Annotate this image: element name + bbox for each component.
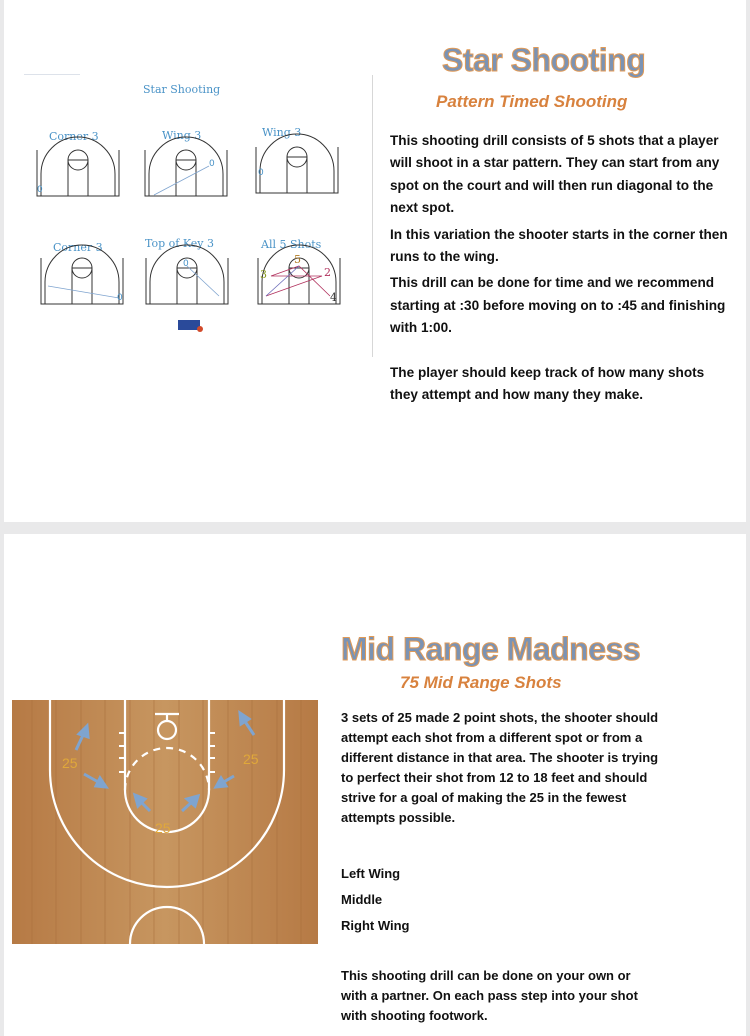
player-marker: 0 xyxy=(258,168,264,178)
player-marker: 0 xyxy=(209,159,215,169)
court-number-left: 25 xyxy=(62,755,78,771)
column-divider xyxy=(372,75,373,357)
area-left-wing: Left Wing xyxy=(341,866,401,881)
page-subtitle: 75 Mid Range Shots xyxy=(400,673,562,692)
spot-number-3: 3 xyxy=(260,268,267,281)
star-shooting-page xyxy=(4,0,746,522)
paragraph-3: This drill can be done for time and we recommend starting at :30 before moving on to :45 and finishing with 1:00. xyxy=(390,275,726,336)
player-marker: 0 xyxy=(183,259,189,269)
mid-range-page xyxy=(4,534,746,1036)
paragraph-1: 3 sets of 25 made 2 point shots, the shooter should attempt each shot from a different spot or from a different distance in that area. The shooter is trying to perfect their shot from 12 to 18 feet and should strive for a goal of making the 25 in the fewest attempts possible. xyxy=(341,710,659,825)
mini-court-corner-3 xyxy=(37,137,119,196)
paragraph-4: The player should keep track of how many shots they attempt and how many they make. xyxy=(390,364,705,403)
area-middle: Middle xyxy=(341,892,383,907)
court-number-middle: 25 xyxy=(155,820,171,836)
page-title: Mid Range Madness xyxy=(341,631,641,667)
court-number-right: 25 xyxy=(243,751,259,767)
diagram-sheet-title: Star Shooting xyxy=(143,83,221,96)
paragraph-2: In this variation the shooter starts in the corner then runs to the wing. xyxy=(390,226,728,265)
mini-court-wing-3-right xyxy=(256,134,338,193)
paragraph-1: This shooting drill consists of 5 shots that a player will shoot in a star pattern. They can start from any spot on the court and will then run diagonal to the next spot. xyxy=(390,133,720,216)
diagram-label-wing-3-left: Wing 3 xyxy=(162,129,202,142)
spot-number-4: 4 xyxy=(330,291,337,304)
star-description xyxy=(390,130,735,406)
page-subtitle: Pattern Timed Shooting xyxy=(436,92,628,111)
page-title: Star Shooting xyxy=(442,42,646,78)
mini-courts xyxy=(4,0,374,360)
diagram-label-corner-3-bottom: Corner 3 xyxy=(53,241,103,254)
spot-number-5: 5 xyxy=(294,253,301,266)
mid-description xyxy=(341,708,659,1026)
paragraph-2: This shooting drill can be done on your own or with a partner. On each pass step into your shot with shooting footwork. xyxy=(341,968,638,1023)
diagram-label-all-5-shots: All 5 Shots xyxy=(261,238,322,251)
diagram-label-corner-3: Corner 3 xyxy=(49,130,99,143)
player-marker: 0 xyxy=(117,293,123,303)
player-marker: 0 xyxy=(37,185,43,195)
spot-number-2: 2 xyxy=(324,266,331,279)
area-right-wing: Right Wing xyxy=(341,918,410,933)
diagram-label-wing-3-right: Wing 3 xyxy=(262,126,302,139)
mini-court-corner-3-bottom xyxy=(41,245,123,304)
diagram-label-top-of-key-3: Top of Key 3 xyxy=(145,237,214,250)
mini-court-top-of-key xyxy=(146,245,228,304)
brand-logo xyxy=(178,320,203,332)
